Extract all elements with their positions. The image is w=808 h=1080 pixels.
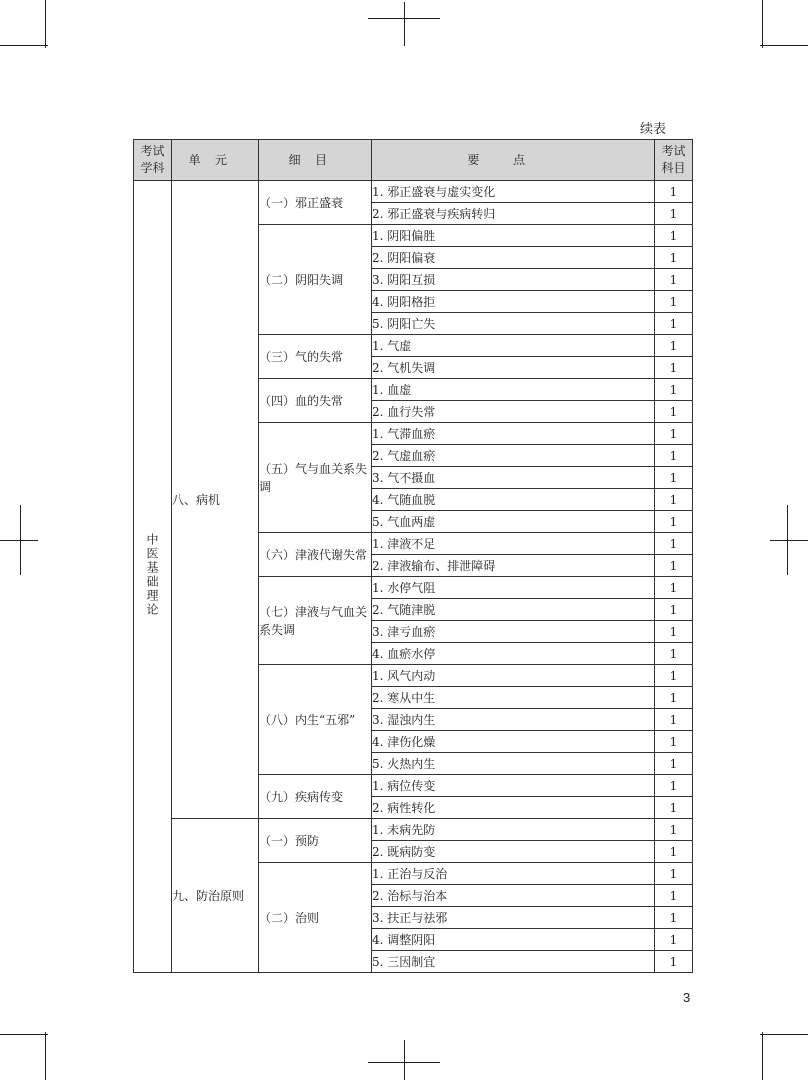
table-header-row [134,140,693,181]
level-cell: 1 [655,269,693,291]
level-cell: 1 [655,313,693,335]
point-cell: 2. 病性转化 [372,797,655,819]
item-cell: （九）疾病传变 [259,775,372,819]
level-cell: 1 [655,929,693,951]
level-cell: 1 [655,951,693,973]
item-cell: （三）气的失常 [259,335,372,379]
crop-mark [404,1040,405,1080]
level-cell: 1 [655,203,693,225]
point-cell: 3. 津亏血瘀 [372,621,655,643]
syllabus-table [133,139,693,973]
level-cell: 1 [655,335,693,357]
page-number: 3 [683,990,691,1005]
point-cell: 5. 气血两虚 [372,511,655,533]
item-cell: （一）预防 [259,819,372,863]
level-cell: 1 [655,907,693,929]
point-cell: 4. 调整阴阳 [372,929,655,951]
point-cell: 2. 既病防变 [372,841,655,863]
crop-mark [45,0,46,48]
level-cell: 1 [655,577,693,599]
crop-mark [760,45,808,46]
unit-cell: 九、防治原则 [172,819,259,973]
level-cell: 1 [655,863,693,885]
header-unit: 单元 [172,140,259,181]
crop-mark [404,2,405,46]
point-cell: 4. 血瘀水停 [372,643,655,665]
point-cell: 2. 寒从中生 [372,687,655,709]
level-cell: 1 [655,533,693,555]
level-cell: 1 [655,181,693,203]
crop-mark [20,505,21,575]
level-cell: 1 [655,797,693,819]
level-cell: 1 [655,665,693,687]
item-cell: （八）内生“五邪” [259,665,372,775]
item-cell: （一）邪正盛衰 [259,181,372,225]
point-cell: 4. 津伤化燥 [372,731,655,753]
level-cell: 1 [655,753,693,775]
point-cell: 1. 风气内动 [372,665,655,687]
subject-label: 中医基础理论 [145,533,159,617]
point-cell: 3. 气不摄血 [372,467,655,489]
item-cell: （六）津液代谢失常 [259,533,372,577]
table-row [134,819,693,841]
level-cell: 1 [655,687,693,709]
point-cell: 4. 气随血脱 [372,489,655,511]
point-cell: 1. 血虚 [372,379,655,401]
level-cell: 1 [655,599,693,621]
point-cell: 2. 阴阳偏衰 [372,247,655,269]
point-cell: 2. 邪正盛衰与疾病转归 [372,203,655,225]
crop-mark [368,1062,440,1063]
crop-mark [787,505,788,575]
crop-mark [45,1032,46,1080]
item-cell: （二）治则 [259,863,372,973]
crop-mark [0,45,48,46]
level-cell: 1 [655,401,693,423]
point-cell: 4. 阴阳格拒 [372,291,655,313]
level-cell: 1 [655,731,693,753]
item-cell: （五）气与血关系失调 [259,423,372,533]
point-cell: 2. 气随津脱 [372,599,655,621]
crop-mark [762,1032,763,1080]
point-cell: 2. 津液输布、排泄障碍 [372,555,655,577]
header-subject: 考试 学科 [134,140,172,181]
level-cell: 1 [655,489,693,511]
point-cell: 1. 正治与反治 [372,863,655,885]
unit-cell: 八、病机 [172,181,259,819]
point-cell: 1. 津液不足 [372,533,655,555]
level-cell: 1 [655,379,693,401]
point-cell: 2. 气机失调 [372,357,655,379]
level-cell: 1 [655,709,693,731]
level-cell: 1 [655,423,693,445]
crop-mark [760,1034,808,1035]
level-cell: 1 [655,225,693,247]
crop-mark [770,540,808,541]
subject-cell [134,181,172,973]
point-cell: 2. 治标与治本 [372,885,655,907]
point-cell: 3. 湿浊内生 [372,709,655,731]
level-cell: 1 [655,467,693,489]
item-cell: （七）津液与气血关系失调 [259,577,372,665]
level-cell: 1 [655,819,693,841]
crop-mark [368,18,440,19]
point-cell: 5. 火热内生 [372,753,655,775]
crop-mark [0,1034,48,1035]
point-cell: 1. 未病先防 [372,819,655,841]
level-cell: 1 [655,291,693,313]
point-cell: 5. 阴阳亡失 [372,313,655,335]
level-cell: 1 [655,247,693,269]
level-cell: 1 [655,357,693,379]
table-row [134,181,693,203]
level-cell: 1 [655,841,693,863]
level-cell: 1 [655,445,693,467]
level-cell: 1 [655,775,693,797]
point-cell: 2. 气虚血瘀 [372,445,655,467]
point-cell: 3. 扶正与祛邪 [372,907,655,929]
level-cell: 1 [655,885,693,907]
point-cell: 2. 血行失常 [372,401,655,423]
point-cell: 1. 阴阳偏胜 [372,225,655,247]
header-item: 细目 [259,140,372,181]
point-cell: 1. 邪正盛衰与虚实变化 [372,181,655,203]
point-cell: 1. 病位传变 [372,775,655,797]
crop-mark [762,0,763,48]
point-cell: 1. 水停气阻 [372,577,655,599]
level-cell: 1 [655,511,693,533]
item-cell: （四）血的失常 [259,379,372,423]
point-cell: 1. 气虚 [372,335,655,357]
point-cell: 1. 气滞血瘀 [372,423,655,445]
header-level: 考试 科目 [655,140,693,181]
level-cell: 1 [655,643,693,665]
level-cell: 1 [655,621,693,643]
point-cell: 3. 阴阳互损 [372,269,655,291]
continued-label: 续表 [640,122,667,137]
crop-mark [0,540,38,541]
item-cell: （二）阴阳失调 [259,225,372,335]
level-cell: 1 [655,555,693,577]
point-cell: 5. 三因制宜 [372,951,655,973]
header-point: 要点 [372,140,655,181]
